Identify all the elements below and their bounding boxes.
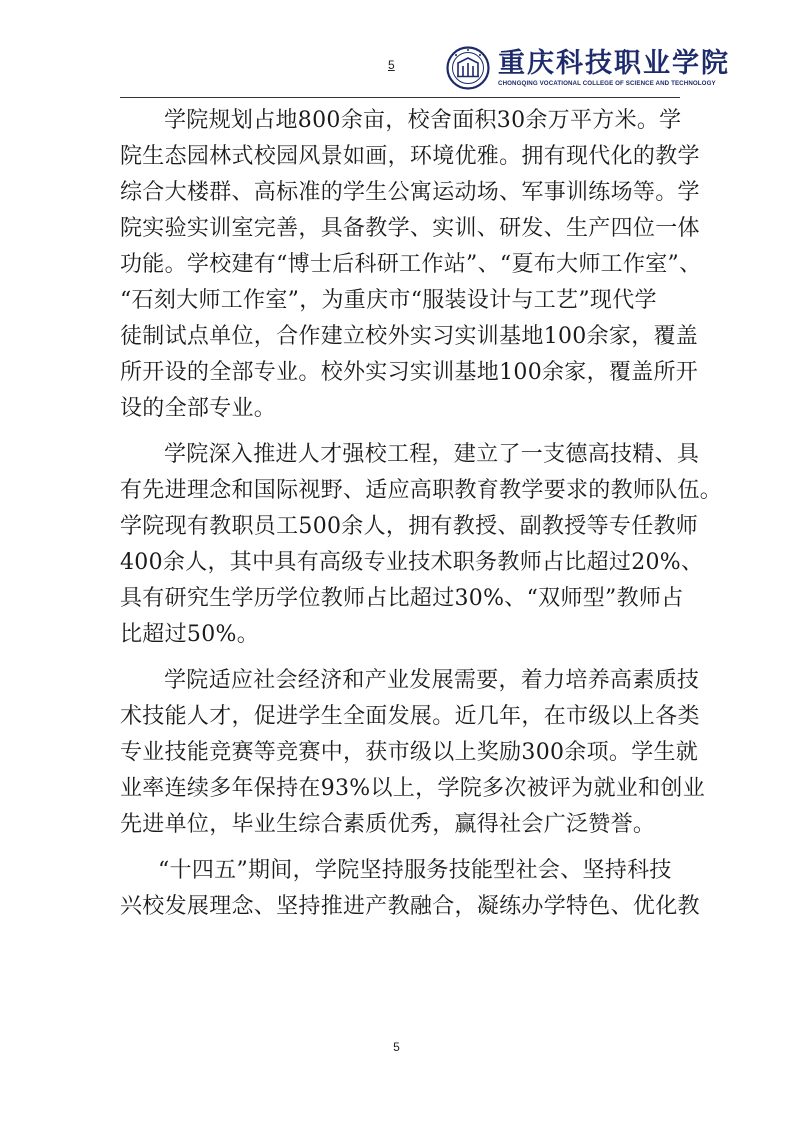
text-line: 设的全部专业。 [120,396,277,421]
text-line: 所开设的全部专业。校外实习实训基地100余家，覆盖所开 [120,360,699,385]
header-page-number: 5 [388,58,395,72]
text-line: 功能。学校建有“博士后科研工作站”、“夏布大师工作室”、 [120,252,702,277]
text-line: 学院现有教职员工500余人，拥有教授、副教授等专任教师 [120,514,699,539]
text-line: 学院适应社会经济和产业发展需要，着力培养高素质技 [164,668,700,693]
header-divider [120,97,680,98]
paragraph-students [120,663,705,843]
footer-page-number: 5 [393,1040,400,1054]
paragraph-faculty [120,437,723,653]
text-line: 专业技能竞赛等竞赛中，获市级以上奖励300余项。学生就 [120,740,699,765]
text-line: 院实验实训室完善，具备教学、实训、研发、生产四位一体 [120,216,700,241]
paragraph-plan [120,853,700,925]
text-line: “十四五”期间，学院坚持服务技能型社会、坚持科技 [158,858,672,883]
text-line: 兴校发展理念、坚持推进产教融合，凝练办学特色、优化教 [120,894,700,919]
college-name-en: CHONGQING VOCATIONAL COLLEGE OF SCIENCE AND TECHNOLOGY [498,80,716,87]
text-line: 400余人，其中具有高级专业技术职务教师占比超过20%、 [120,550,704,575]
text-line: 术技能人才，促进学生全面发展。近几年，在市级以上各类 [120,704,700,729]
college-name-cn: 重庆科技职业学院 [498,48,730,79]
text-line: 比超过50%。 [120,622,259,647]
text-line: 具有研究生学历学位教师占比超过30%、“双师型”教师占 [120,586,684,611]
text-line: 业率连续多年保持在93%以上，学院多次被评为就业和创业 [120,776,705,801]
paragraph-campus [120,103,702,427]
text-line: 学院规划占地800余亩，校舍面积30余万平方米。学 [164,108,682,133]
text-line: 院生态园林式校园风景如画，环境优雅。拥有现代化的教学 [120,144,700,169]
text-line: 学院深入推进人才强校工程，建立了一支德高技精、具 [164,442,700,467]
college-emblem-icon [446,46,490,90]
text-line: 徒制试点单位，合作建立校外实习实训基地100余家，覆盖 [120,324,699,349]
page-header [120,38,730,98]
text-line: 先进单位，毕业生综合素质优秀，赢得社会广泛赞誉。 [120,812,656,837]
text-line: 有先进理念和国际视野、适应高职教育教学要求的教师队伍。 [120,478,723,503]
document-body [120,103,723,935]
text-line: 综合大楼群、高标准的学生公寓运动场、军事训练场等。学 [120,180,700,205]
text-line: “石刻大师工作室”，为重庆市“服装设计与工艺”现代学 [120,288,657,313]
